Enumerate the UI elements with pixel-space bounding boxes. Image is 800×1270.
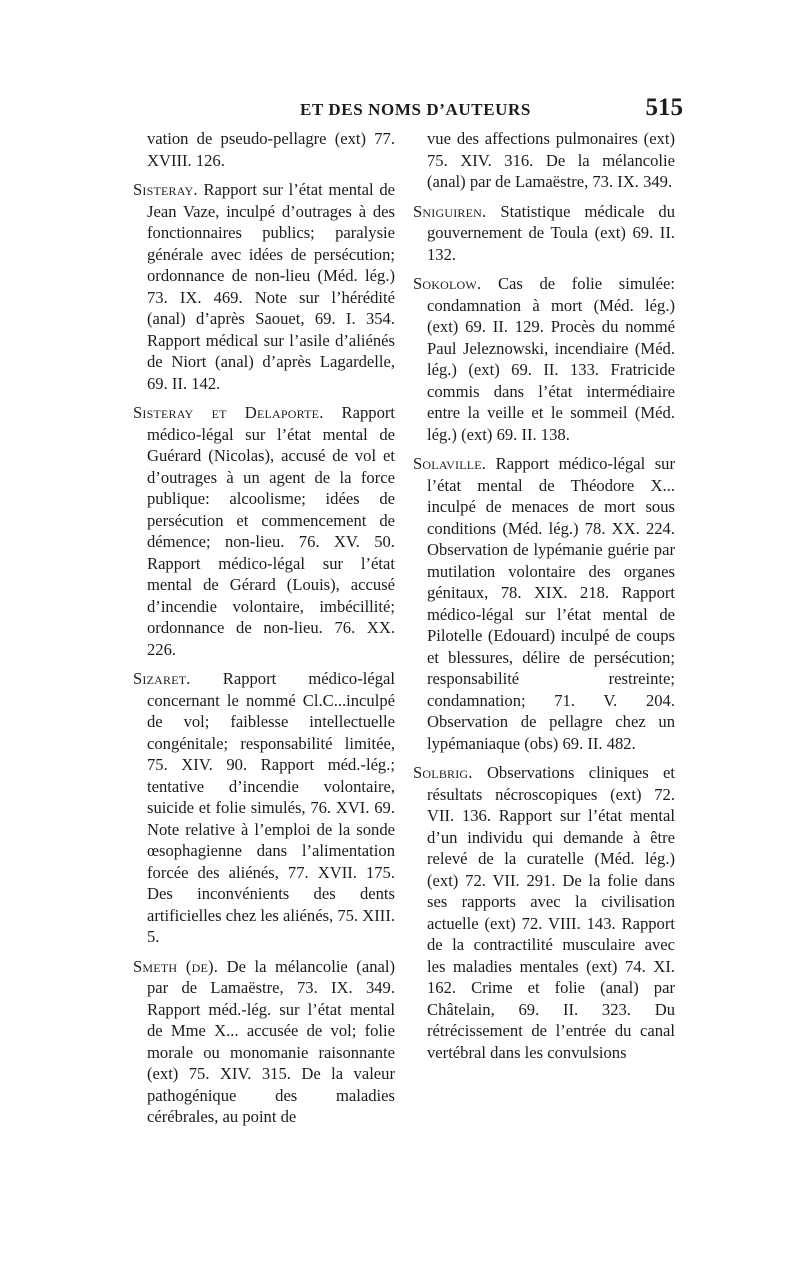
page-header [0,92,800,132]
index-entry [133,668,395,948]
index-entry [133,128,395,171]
index-entry [133,956,395,1128]
right-column [413,128,675,1071]
author-name: Sisteray et Delaporte. [133,403,324,422]
author-name: Sniguiren. [413,201,487,221]
author-name: Solbrig. [413,763,473,782]
index-entry [133,179,395,394]
running-title: ET DES NOMS D’AUTEURS [300,100,531,119]
author-name: Sizaret. [133,669,191,688]
entry-text: De la mélancolie (anal) par de Lamaëstre, 73. IX. 349. Rapport méd.-lég. sur l’état mental de Mme X... accusée de vol; folie morale ou monomanie raisonnante (ext) 75. XIV. 315. De la valeur pathogénique des maladies cérébrales, au point de [147,956,395,1126]
entry-text: Rapport médico-légal sur l’état mental de Théodore X... inculpé de menaces de mort sous conditions (Méd. lég.) 78. XX. 224. Observation de lypémanie guérie par mutilation volontaire des organes génitaux, 78. XIX. 218. Rapport médico-légal sur l’état mental de Pilotelle (Edouard) inculpé de coups et blessures, délire de persécution; responsabilité restreinte; condamnation; 71. V. 204. Observation de pellagre chez un lypémaniaque (obs) 69. II. 482. [427,454,675,753]
author-name: Smeth (de). [133,956,219,976]
author-name: Sisteray. [133,180,198,199]
left-column [133,128,395,1136]
index-entry [413,273,675,445]
entry-text: Rapport médico-légal sur l’état mental de Guérard (Nicolas), accusé de vol et d’outrages à un agent de la force publique: alcoolisme; idées de persécution et commencement de démence; non-lieu. 76. XV. 50. Rapport médico-légal sur l’état mental de Gérard (Louis), accusé d’incendie volontaire, imbécillité; ordonnance de non-lieu. 76. XX. 226. [147,403,395,659]
entry-text: Cas de folie simulée: condamnation à mort (Méd. lég.) (ext) 69. II. 129. Procès du nommé Paul Jeleznowski, incendiaire (Méd. lég.) (ext) 69. II. 133. Fratricide commis dans l’état intermédiaire entre la veille et le sommeil (Méd. lég.) (ext) 69. II. 138. [427,274,675,444]
index-entry [413,453,675,754]
entry-text: Rapport sur l’état mental de Jean Vaze, inculpé d’outrages à des fonctionnaires publics; paralysie générale avec idées de persécution; ordonnance de non-lieu (Méd. lég.) 73. IX. 469. Note sur l’hérédité (anal) d’après Saouet, 69. I. 354. Rapport médical sur l’asile d’aliénés de Niort (anal) d’après Lagardelle, 69. II. 142. [147,180,395,393]
author-name: Solaville. [413,454,487,473]
entry-text: Rapport médico-légal concernant le nommé Cl.C...inculpé de vol; faiblesse intellectuelle congénitale; responsabilité limitée, 75. XIV. 90. Rapport méd.-lég.; tentative d’incendie volontaire, suicide et folie simulés, 76. XVI. 69. Note relative à l’emploi de la sonde œsophagienne dans l’alimentation forcée des aliénés, 77. XVII. 175. Des inconvénients des dents artificielles chez les aliénés, 75. XIII. 5. [147,669,395,946]
entry-text: vue des affections pulmonaires (ext) 75. XIV. 316. De la mélancolie (anal) par de Lamaëstre, 73. IX. 349. [427,129,675,191]
entry-text: Statistique médicale du gouvernement de Toula (ext) 69. II. 132. [427,201,675,264]
index-entry [133,402,395,660]
entry-text: vation de pseudo-pellagre (ext) 77. XVIII. 126. [147,129,395,170]
author-name: Sokolow. [413,274,482,293]
index-entry [413,762,675,1063]
entry-text: Observations cliniques et résultats nécroscopiques (ext) 72. VII. 136. Rapport sur l’état mental d’un individu qui demande à être relevé de la curatelle (Méd. lég.) (ext) 72. VII. 291. De la folie dans ses rapports avec la civilisation actuelle (ext) 72. VIII. 143. Rapport de la contractilité musculaire avec les maladies mentales (ext) 74. XI. 162. Crime et folie (anal) par Châtelain, 69. II. 323. Du rétrécissement de l’entrée du canal vertébral dans les convulsions [427,763,675,1062]
index-entry [413,128,675,193]
page-number: 515 [645,94,683,121]
index-entry [413,201,675,266]
